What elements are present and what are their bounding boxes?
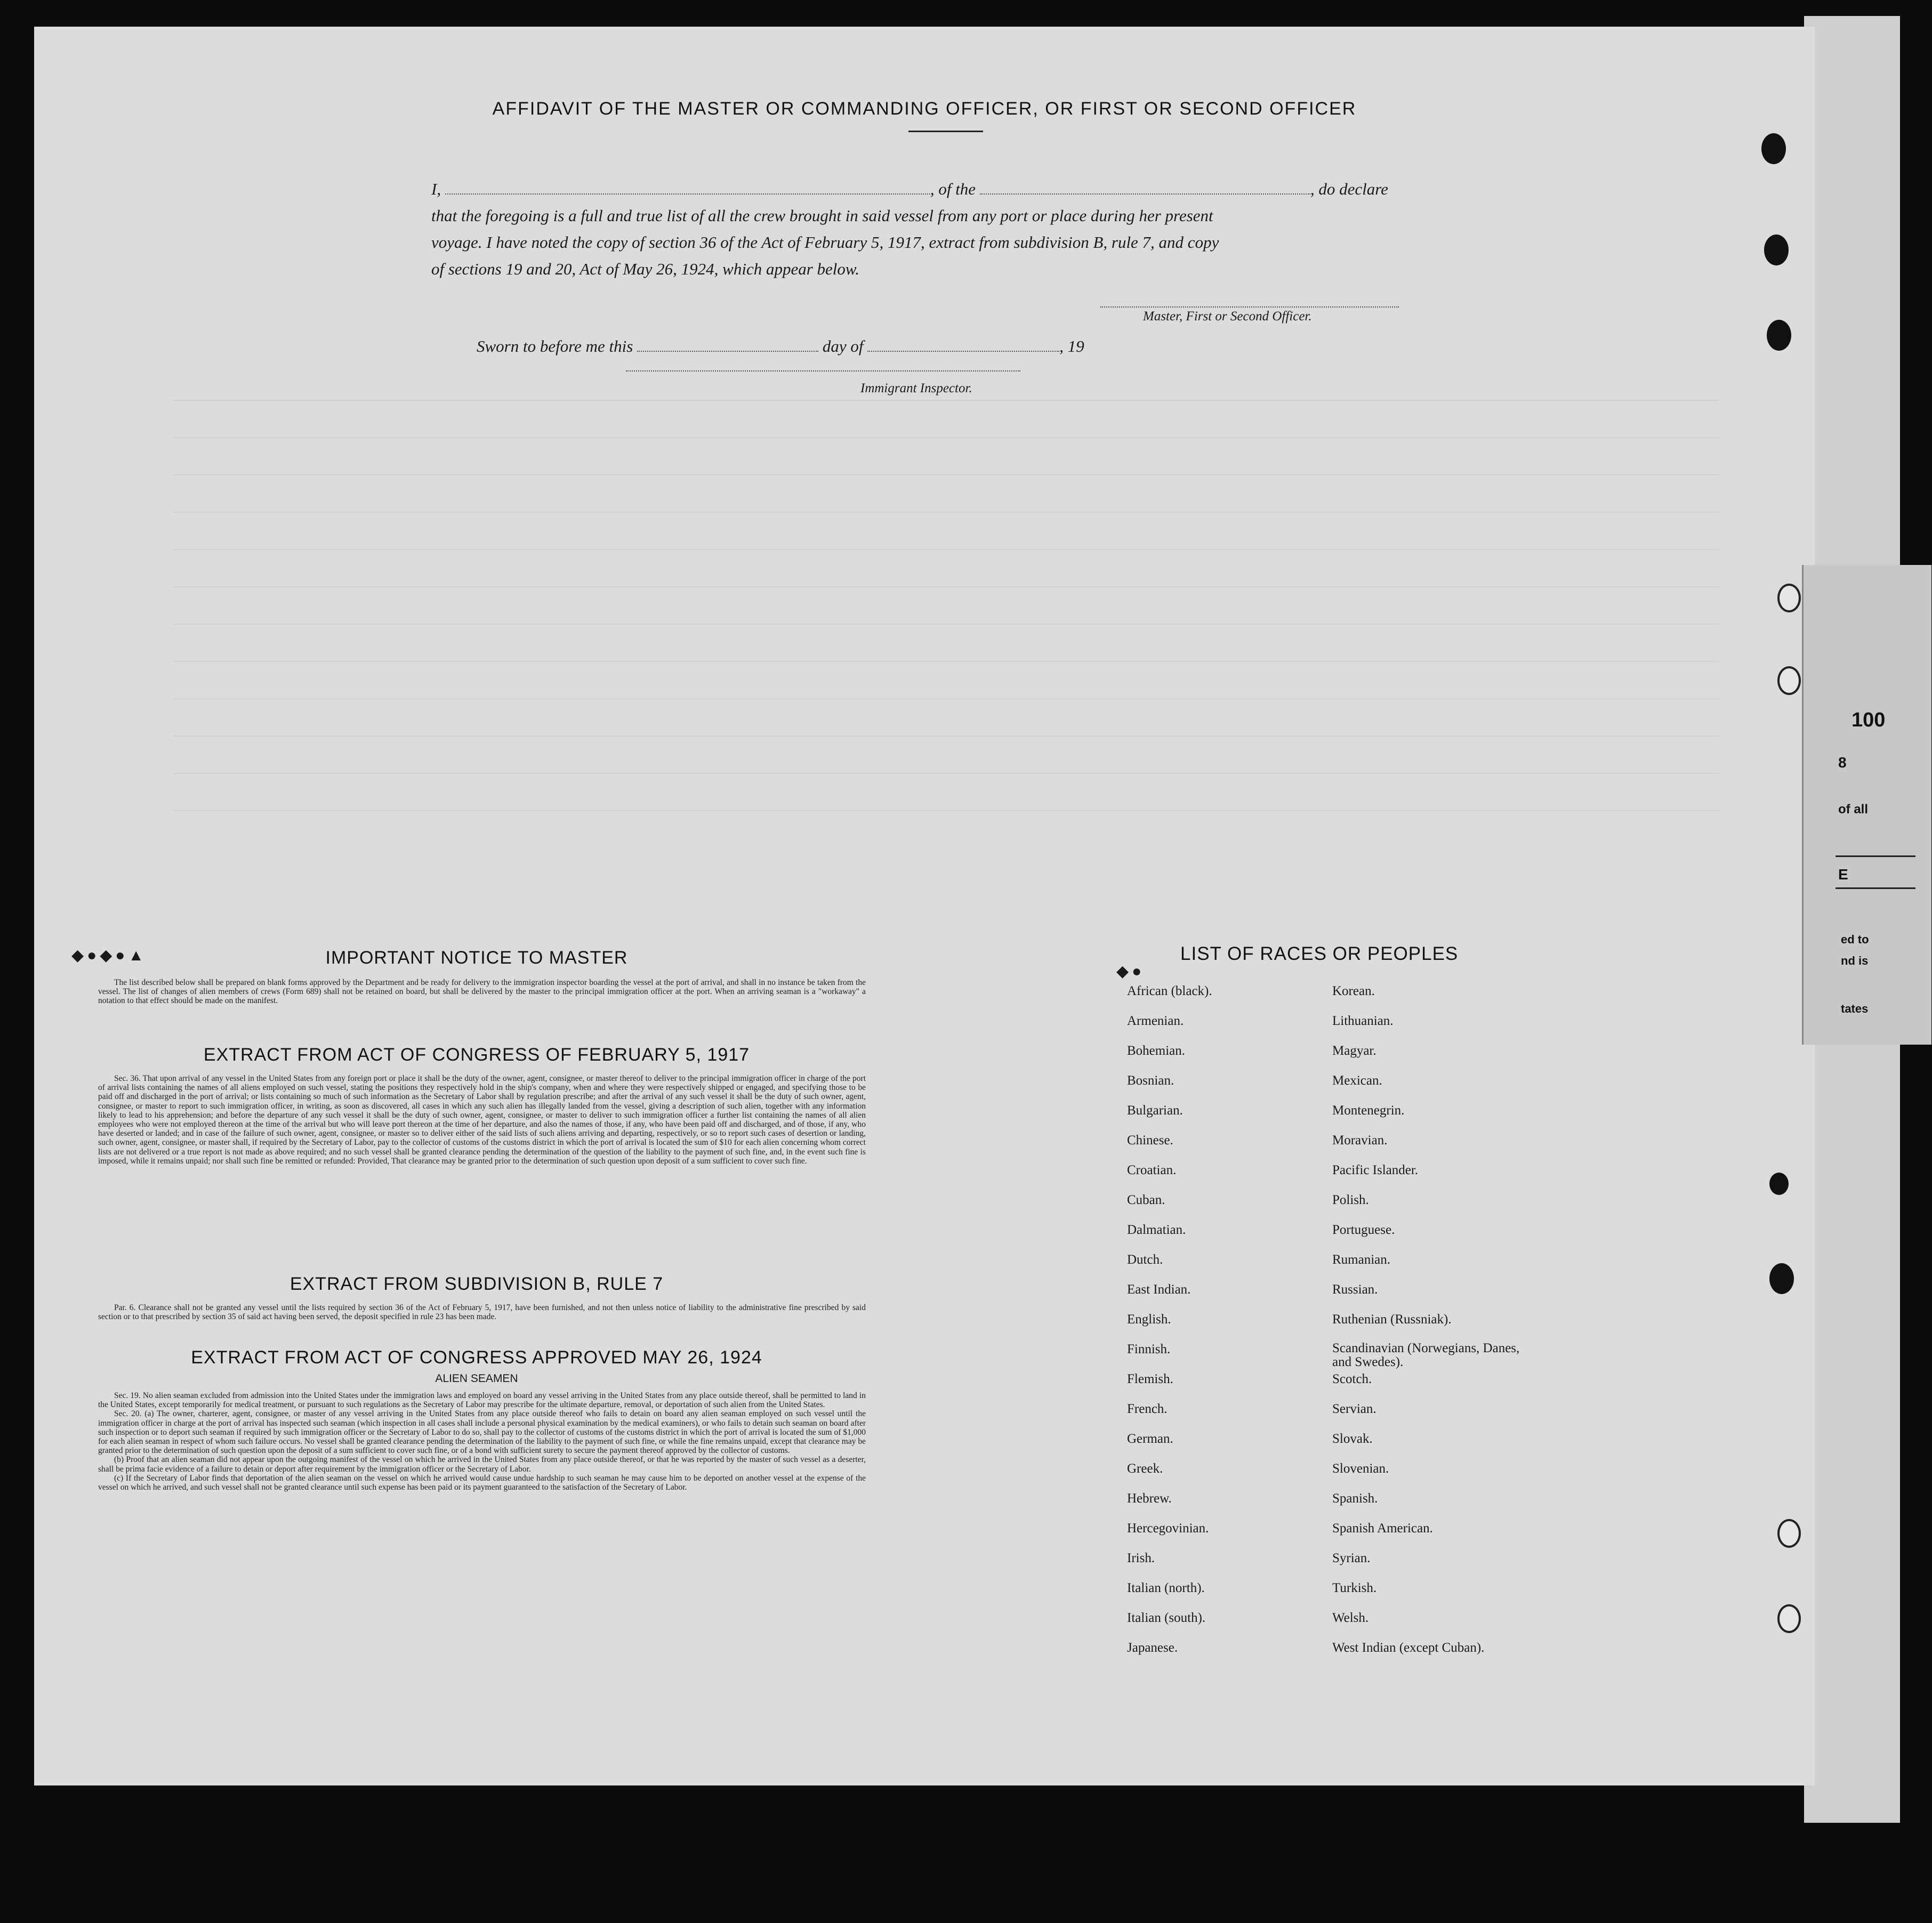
notice-paragraph: The list described below shall be prepared on blank forms approved by the Department and be ready for delivery to the immigration inspector boarding the vessel at the port of arrival, and shall in no instance be taken from the vessel. The list of changes of alien members of crews (Form 689) shall not be retained on board, but shall be delivered by the master to the principal immigration officer at the port. When an arriving seaman is a "workaway" a notation to that effect should be made on the manifest. <box>98 978 866 1006</box>
race-item: Spanish American. <box>1332 1521 1433 1536</box>
race-item: Cuban. <box>1127 1193 1165 1207</box>
punch-hole <box>1767 320 1791 351</box>
punch-hole <box>1764 235 1789 265</box>
flap-states: tates <box>1841 1002 1869 1015</box>
race-item: Japanese. <box>1127 1641 1178 1655</box>
race-item: Ruthenian (Russniak). <box>1332 1312 1452 1327</box>
document-page <box>34 27 1815 1785</box>
master-signature-label: Master, First or Second Officer. <box>1143 309 1312 324</box>
race-item: Spanish. <box>1332 1491 1378 1506</box>
sec20b-paragraph: (b) Proof that an alien seaman did not appear upon the outgoing manifest of the vessel on which he arrived in the United States from any place outside thereof, or that he was reported by the master of such vessel as a deserter, shall be prima facie evidence of a failure to detain or deport after requirement by the immigration officer or the Secretary of Labor. <box>98 1455 866 1474</box>
race-item: Italian (south). <box>1127 1611 1206 1625</box>
race-item: West Indian (except Cuban). <box>1332 1641 1485 1655</box>
sworn-day-blank[interactable] <box>637 337 818 352</box>
race-item: Welsh. <box>1332 1611 1369 1625</box>
title-rule <box>908 131 983 132</box>
name-blank[interactable] <box>445 180 930 195</box>
day-of-text: day of <box>822 337 864 355</box>
affidavit-i: I, <box>431 180 441 198</box>
race-item: Hebrew. <box>1127 1491 1172 1506</box>
race-item: Irish. <box>1127 1551 1155 1565</box>
affidavit-declare: , do declare <box>1310 180 1388 198</box>
adjacent-page-flap <box>1802 565 1931 1045</box>
race-item: Magyar. <box>1332 1044 1376 1058</box>
flap-number: 100 <box>1851 709 1886 731</box>
race-item: Servian. <box>1332 1402 1376 1416</box>
punch-hole <box>1777 584 1801 612</box>
punch-hole <box>1769 1173 1789 1195</box>
sworn-text: Sworn to before me this <box>477 337 633 355</box>
extract-1917-body <box>98 1074 866 1166</box>
race-item: Bosnian. <box>1127 1073 1174 1088</box>
race-item: English. <box>1127 1312 1171 1327</box>
flap-letter: E <box>1838 866 1848 883</box>
race-item: Korean. <box>1332 984 1375 998</box>
notice-title: IMPORTANT NOTICE TO MASTER <box>325 948 628 968</box>
punch-hole <box>1777 1519 1801 1548</box>
affidavit-line-3: voyage. I have noted the copy of section 36 of the Act of February 5, 1917, extract from subdivision B, rule 7, and copy <box>431 233 1219 252</box>
race-item: Montenegrin. <box>1332 1103 1405 1118</box>
affidavit-title: AFFIDAVIT OF THE MASTER OR COMMANDING OFFICER, OR FIRST OR SECOND OFFICER <box>492 99 1357 119</box>
race-item: Syrian. <box>1332 1551 1371 1565</box>
race-item: Mexican. <box>1332 1073 1382 1088</box>
rule7-paragraph: Par. 6. Clearance shall not be granted any vessel until the lists required by section 36 of the Act of February 5, 1917, have been furnished, and not then unless notice of liability to the administrative fine prescribed by said section or to that prescribed by section 35 of said act having been served, the deposit specified in rule 23 has been made. <box>98 1303 866 1322</box>
races-title: LIST OF RACES OR PEOPLES <box>1180 943 1459 964</box>
race-item: Bulgarian. <box>1127 1103 1183 1118</box>
race-item: Finnish. <box>1127 1342 1171 1356</box>
race-item: Slovenian. <box>1332 1461 1389 1476</box>
race-item: Dalmatian. <box>1127 1223 1186 1237</box>
race-item: Croatian. <box>1127 1163 1177 1177</box>
affidavit-line-4: of sections 19 and 20, Act of May 26, 1924, which appear below. <box>431 260 860 278</box>
notice-bullets: ◆●◆●▲ <box>71 947 148 964</box>
race-item: East Indian. <box>1127 1282 1191 1297</box>
year-text: , 19 <box>1059 337 1084 355</box>
race-item: Scandinavian (Norwegians, Danes, and Swedes). <box>1332 1341 1520 1369</box>
races-left-column <box>1127 983 1212 1670</box>
flap-rule <box>1836 887 1915 889</box>
sec36-paragraph: Sec. 36. That upon arrival of any vessel in the United States from any foreign port or place it shall be the duty of the owner, agent, consignee, or master thereof to deliver to the principal immigration officer in charge of the port of arrival lists containing the names of all aliens employed on such vessel, stating the positions they respectively hold in the ship's company, when and where they were respectively shipped or engaged, and specifying those to be paid off and discharged in the port of arrival; or lists containing so much of such information as the Secretary of Labor shall by regulation prescribe; and after the arrival of any such vessel it shall be the duty of such owner, agent, consignee, or master to report to such immigration officer, in writing, as soon as discovered, all cases in which any such alien has illegally landed from the vessel, giving a description of such alien, together with any information likely to lead to his apprehension; and before the departure of any such vessel it shall be the duty of such owner, agent, consignee, or master to deliver to such immigration officer a further list containing the names of all alien employees who were not employed thereon at the time of the arrival but who will leave port thereon at the time of her departure, and also the names of those, if any, who have been paid off and discharged, and of those, if any, who have deserted or landed; and in case of the failure of such owner, agent, consignee, or master so to deliver either of the said lists of such aliens arriving and departing, respectively, or so to report such cases of desertion or landing, such owner, agent, consignee, or master shall, if required by the Secretary of Labor, pay to the collector of customs of the customs district in which the port of arrival is located the sum of $10 for each alien concerning whom correct lists are not delivered or a true report is not made as above required; and no such vessel shall be granted clearance pending the determination of the question of the liability to the payment of such fine, and, in the event such fine is imposed, while it remains unpaid; nor shall such fine be remitted or refunded: Provided, That clearance may be granted prior to the determination of such question upon deposit of a sum sufficient to cover such fine. <box>98 1074 866 1166</box>
punch-hole <box>1761 133 1786 164</box>
race-item: Italian (north). <box>1127 1581 1205 1595</box>
extract-1924-body <box>98 1391 866 1492</box>
race-item: Scotch. <box>1332 1372 1372 1386</box>
sworn-month-blank[interactable] <box>867 337 1059 352</box>
race-item: Turkish. <box>1332 1581 1377 1595</box>
race-item: Polish. <box>1332 1193 1369 1207</box>
race-item: Portuguese. <box>1332 1223 1395 1237</box>
race-item: Rumanian. <box>1332 1253 1391 1267</box>
race-item: German. <box>1127 1432 1173 1446</box>
sworn-line <box>477 333 1084 359</box>
race-item: Flemish. <box>1127 1372 1173 1386</box>
race-item: Chinese. <box>1127 1133 1173 1148</box>
race-item: Hercegovinian. <box>1127 1521 1209 1536</box>
extract-1917-title: EXTRACT FROM ACT OF CONGRESS OF FEBRUARY 5, 1917 <box>203 1045 750 1065</box>
flap-digit: 8 <box>1838 754 1847 771</box>
sec20c-paragraph: (c) If the Secretary of Labor finds that deportation of the alien seaman on the vessel on which he arrived would cause undue hardship to such seaman he may cause him to be deported on another vessel at the expense of the vessel on which he arrived, and such vessel shall not be granted clearance until such expense has been paid or its payment guaranteed to the satisfaction of the Secretary of Labor. <box>98 1473 866 1492</box>
punch-hole <box>1777 1604 1801 1633</box>
flap-ed-to: ed to <box>1841 933 1869 946</box>
races-bullets: ◆● <box>1116 963 1145 980</box>
sec19-paragraph: Sec. 19. No alien seaman excluded from admission into the United States under the immigration laws and employed on board any vessel arriving in the United States from any place outside thereof, shall be permitted to land in the United States, except temporarily for medical treatment, or pursuant to such regulations as the Secretary of Labor may prescribe for the ultimate departure, removal, or deportation of such alien from the United States. <box>98 1391 866 1410</box>
rule7-title: EXTRACT FROM SUBDIVISION B, RULE 7 <box>289 1274 664 1294</box>
notice-body <box>98 978 866 1006</box>
race-item: Greek. <box>1127 1461 1163 1476</box>
race-item: Russian. <box>1332 1282 1378 1297</box>
race-item: Dutch. <box>1127 1253 1163 1267</box>
flap-rule <box>1836 855 1915 857</box>
race-item: French. <box>1127 1402 1168 1416</box>
flap-of-all: of all <box>1838 802 1869 817</box>
race-item: Slovak. <box>1332 1432 1373 1446</box>
race-item: African (black). <box>1127 984 1212 998</box>
affidavit-line-1 <box>431 176 1388 202</box>
race-item: Lithuanian. <box>1332 1014 1394 1028</box>
alien-seamen-subtitle: ALIEN SEAMEN <box>435 1372 518 1385</box>
races-right-column <box>1332 983 1524 1670</box>
rule7-body <box>98 1303 866 1321</box>
race-item: Armenian. <box>1127 1014 1184 1028</box>
race-item: Moravian. <box>1332 1133 1388 1148</box>
sec20a-paragraph: Sec. 20. (a) The owner, charterer, agent, consignee, or master of any vessel arriving in the United States from any place outside thereof who fails to detain on board any alien seaman employed on such vessel until the immigration officer in charge at the port of arrival has inspected such seaman (which inspection in all cases shall include a personal physical examination by the medical examiners), or who fails to detain such seaman on board after such inspection or to deport such seaman if required by such immigration officer or the Secretary of Labor to do so, shall pay to the collector of customs of the customs district in which the port of arrival is located the sum of $1,000 for each alien seaman in respect of whom such failure occurs. No vessel shall be granted clearance pending the determination of the liability to the payment of such fine, or while the fine remains unpaid, except that clearance may be granted prior to the determination of such question upon the deposit of a sum sufficient to cover such fine, or of a bond with sufficient surety to secure the payment thereof approved by the collector of customs. <box>98 1409 866 1456</box>
master-signature-line[interactable] <box>1100 306 1399 308</box>
vessel-blank[interactable] <box>980 180 1310 195</box>
affidavit-line-2: that the foregoing is a full and true list of all the crew brought in said vessel from any port or place during her present <box>431 206 1213 225</box>
race-item: Pacific Islander. <box>1332 1163 1419 1177</box>
race-item: Bohemian. <box>1127 1044 1186 1058</box>
extract-1924-title: EXTRACT FROM ACT OF CONGRESS APPROVED MAY 26, 1924 <box>191 1347 762 1368</box>
inspector-label: Immigrant Inspector. <box>860 381 972 395</box>
affidavit-of-the: , of the <box>930 180 976 198</box>
punch-hole <box>1769 1263 1794 1294</box>
inspector-signature-line[interactable] <box>626 370 1020 371</box>
flap-nd-is: nd is <box>1841 954 1869 967</box>
punch-hole <box>1777 666 1801 695</box>
